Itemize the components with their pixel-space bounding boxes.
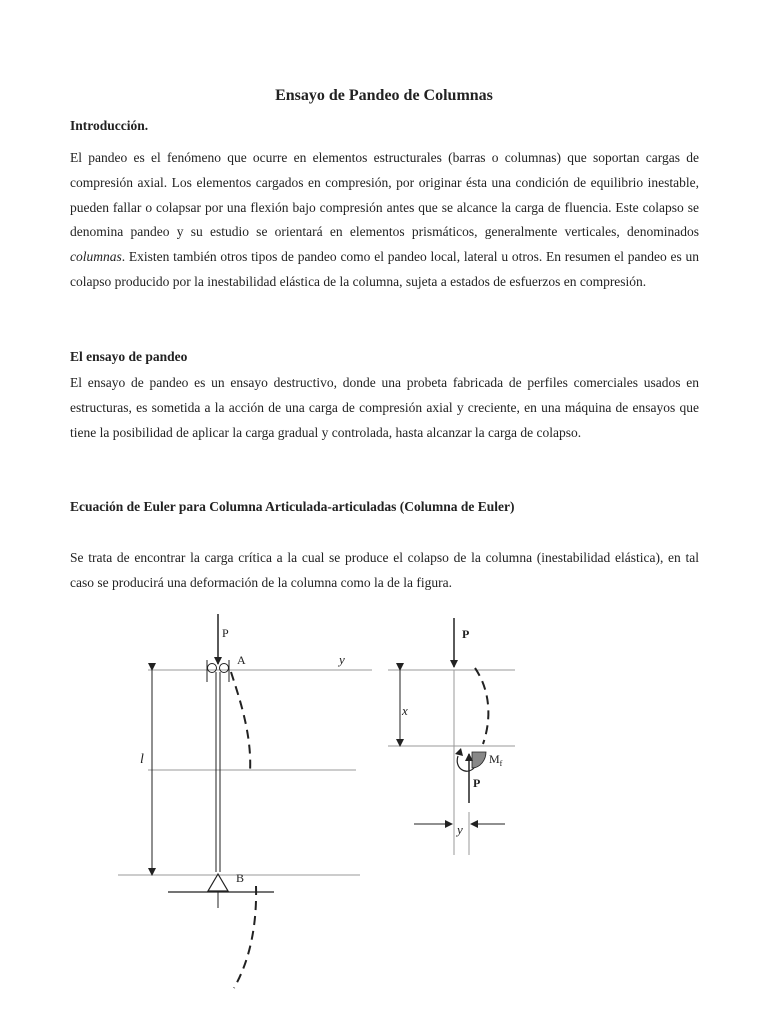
bottom-support-label: B [236, 871, 245, 885]
top-support-label: A [237, 653, 246, 667]
fbd-bottom-load-label: P [473, 776, 481, 790]
intro-paragraph-text-b: . Existen también otros tipos de pandeo como el pandeo local, lateral u otros. En resumen el pandeo es un colapso producido por la inestabilidad elástica de la columna, sujeta a estados de esfuerzos en compresión. [70, 249, 699, 289]
fbd-top-load-label: P [462, 627, 470, 641]
buckled-shape-lower [234, 886, 256, 988]
test-paragraph: El ensayo de pandeo es un ensayo destructivo, donde una probeta fabricada de perfiles comerciales usados en estructuras, es sometida a la acción de una carga de compresión axial y creciente, en una máquina de ensayos que tiene la posibilidad de aplicar la carga gradual y controlada, hasta alcanzar la carga de colapso. [70, 375, 699, 440]
top-pin-right [220, 664, 229, 673]
left-column-diagram [118, 614, 372, 988]
fbd-deflected-segment [475, 668, 488, 744]
moment-shaded-section [472, 752, 486, 768]
moment-label: $M_f$ [489, 752, 503, 768]
intro-paragraph-emphasis: columnas [70, 249, 122, 265]
test-heading: El ensayo de pandeo [70, 349, 188, 364]
right-free-body-diagram [388, 618, 515, 855]
top-pin-left [208, 664, 217, 673]
bottom-pin-support [208, 874, 228, 891]
deflection-label: y [339, 652, 345, 667]
intro-heading: Introducción. [70, 118, 149, 133]
buckled-shape-upper [231, 672, 250, 772]
intro-paragraph-text-a: El pandeo es el fenómeno que ocurre en elementos estructurales (barras o columnas) que soportan cargas de compresión axial. Los elementos cargados en compresión, por originar ésta una condición de equilibrio inestable, pueden fallar o colapsar por una flexión bajo compresión antes que se alcance la carga de fluencia. Este colapso se denomina pandeo y su estudio se orientará en elementos prismáticos, generalmente verticales, denominados [70, 150, 699, 240]
moment-arrowhead [455, 748, 463, 756]
euler-paragraph: Se trata de encontrar la carga crítica a la cual se produce el colapso de la columna (inestabilidad elástica), en tal caso se producirá una deformación de la columna como la de la figura. [70, 550, 699, 590]
x-label: x [402, 703, 408, 718]
moment-arc [457, 756, 474, 771]
length-label: l [140, 752, 144, 767]
euler-heading: Ecuación de Euler para Columna Articulada-articuladas (Columna de Euler) [70, 499, 515, 514]
load-label: P [222, 626, 229, 640]
y-label: y [457, 822, 463, 837]
document-title: Ensayo de Pandeo de Columnas [275, 87, 493, 104]
